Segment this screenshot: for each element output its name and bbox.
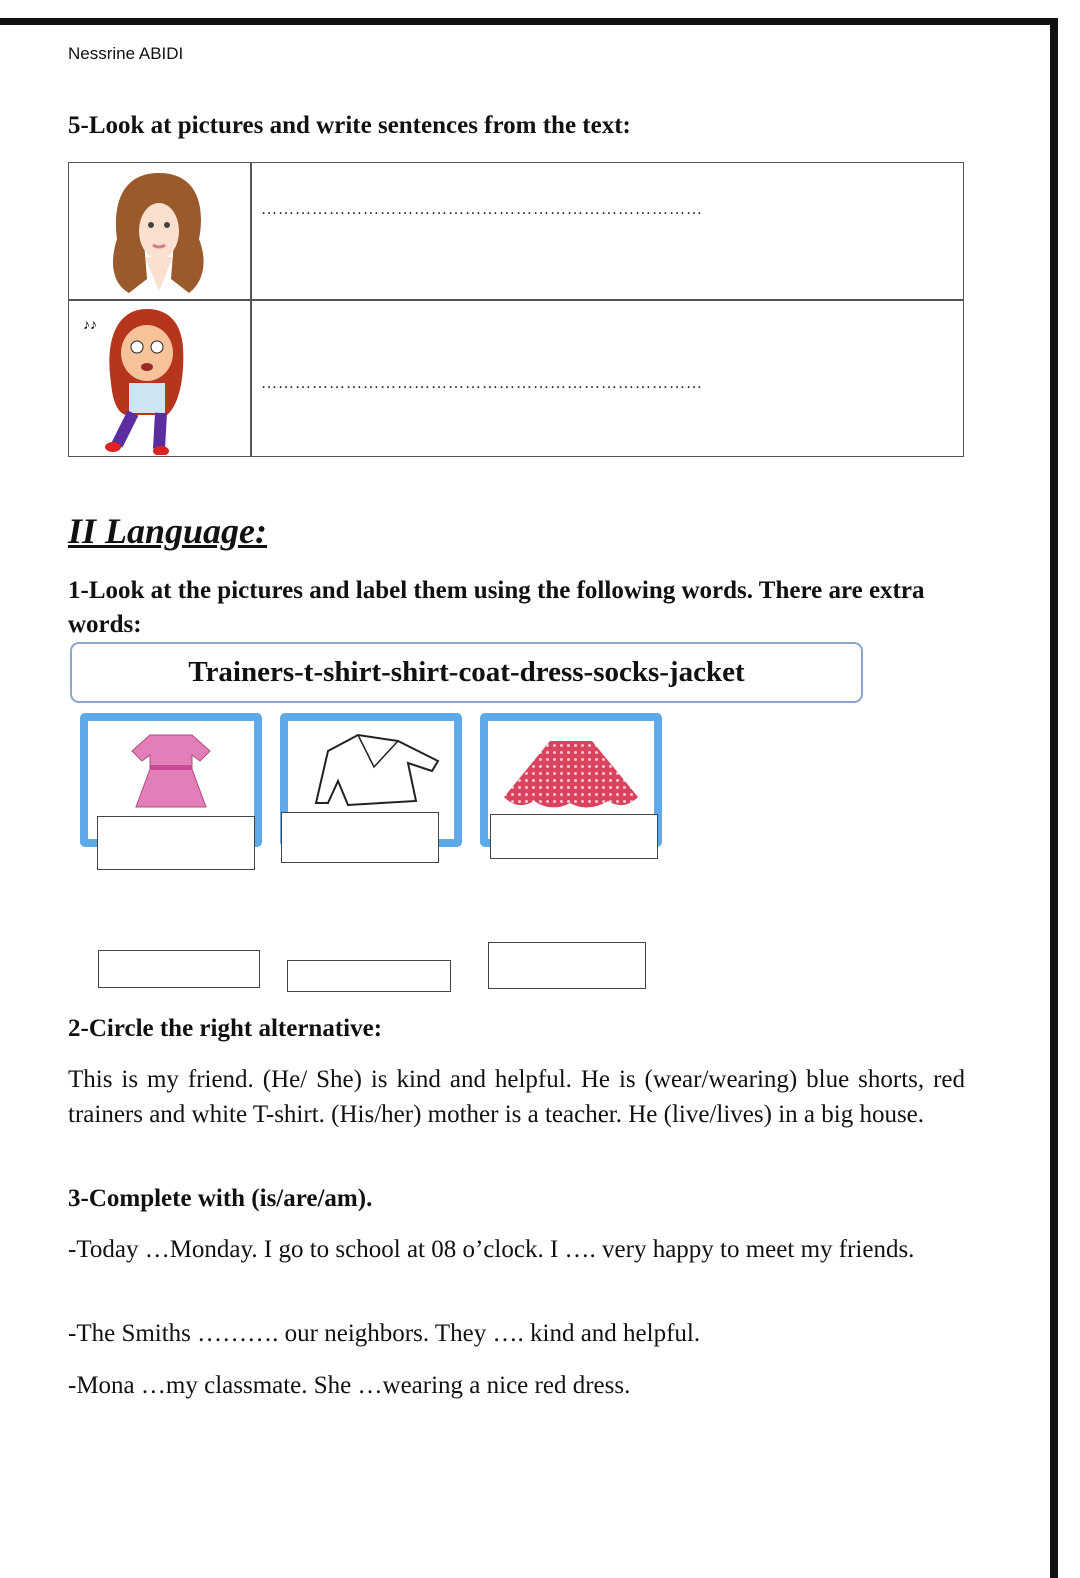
socks-icon <box>288 865 454 965</box>
label-box-shirt[interactable] <box>281 812 439 863</box>
page-top-border <box>0 18 1058 25</box>
skirt-icon <box>488 721 654 821</box>
dress-icon <box>88 721 254 821</box>
label-box-skirt[interactable] <box>490 814 658 859</box>
q3-line-2: -The Smiths ………. our neighbors. They …. kind and helpful. <box>68 1320 701 1347</box>
q3-line-1: -Today …Monday. I go to school at 08 o’clock. I …. very happy to meet my friends. <box>68 1236 915 1263</box>
q2-title: 2-Circle the right alternative: <box>68 1015 383 1042</box>
label-box-socks[interactable] <box>287 960 451 992</box>
q3-line-3: -Mona …my classmate. She …wearing a nice red dress. <box>68 1372 631 1399</box>
q2-text: This is my friend. (He/ She) is kind and helpful. He is (wear/wearing) blue shorts, red trainers and white T-shirt. (His/her) mother is a teacher. He (live/lives) in a big house. <box>68 1066 965 1128</box>
answer-line-2[interactable]: …………………………………………………………………… <box>261 375 703 392</box>
language-heading: II Language: <box>68 511 268 551</box>
q3-title: 3-Complete with (is/are/am). <box>68 1185 373 1212</box>
section5-title: 5-Look at pictures and write sentences from the text: <box>68 112 631 139</box>
page-right-border <box>1050 18 1058 1578</box>
sentences-table <box>68 162 964 457</box>
svg-text:♪♪: ♪♪ <box>83 318 97 333</box>
q1-instruction: 1-Look at the pictures and label them using the following words. There are extra words: <box>68 577 925 638</box>
label-box-jacket[interactable] <box>98 950 260 988</box>
author-name: Nessrine ABIDI <box>68 44 184 63</box>
answer-line-1[interactable]: …………………………………………………………………… <box>261 201 703 218</box>
label-box-dress[interactable] <box>97 816 255 870</box>
girl-music-picture <box>77 303 217 455</box>
label-box-tshirt[interactable] <box>488 942 646 989</box>
woman-picture <box>99 169 219 297</box>
shirt-icon <box>288 721 454 821</box>
word-bank: Trainers-t-shirt-shirt-coat-dress-socks-jacket <box>70 642 863 703</box>
